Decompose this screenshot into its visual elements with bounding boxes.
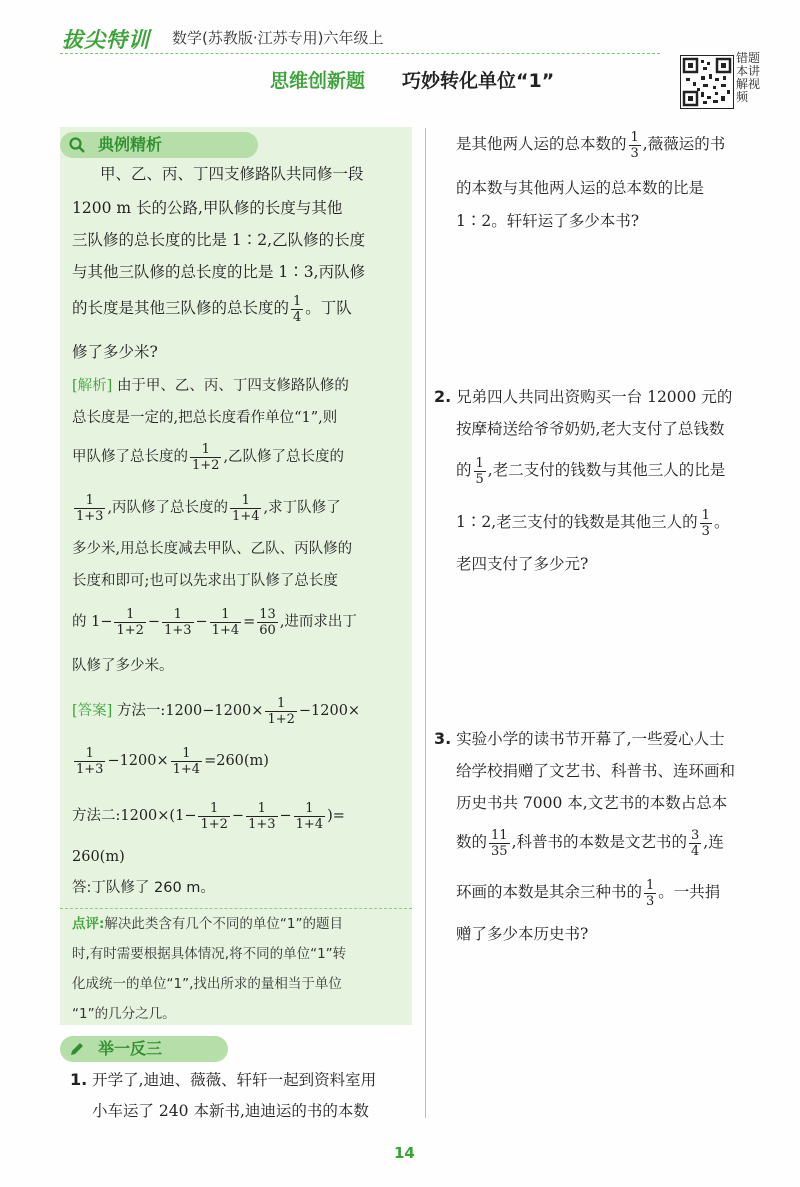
fraction <box>291 294 303 325</box>
q2-line-5: 老四支付了多少元? <box>456 555 589 573</box>
fraction-numerator: 11 <box>491 827 508 843</box>
fraction <box>162 607 193 638</box>
fraction-numerator: 1 <box>630 129 639 145</box>
fraction-numerator: 1 <box>198 801 229 817</box>
analysis-line-7: 的 1− $\frac{1}{1+2}$ − $\frac{1}{1+3}$ − $\frac{1}{1+4}$ = $\frac{13}{60}$ ,进而求出丁 <box>72 606 357 638</box>
fraction-denominator: 1+2 <box>192 457 220 473</box>
note-line-2: 时,有时需要根据具体情况,将不同的单位“1”转 <box>72 946 347 962</box>
question-number: 1. <box>70 1070 88 1089</box>
fraction-denominator: 1+4 <box>172 761 201 777</box>
note-label: 点评: <box>72 916 105 932</box>
analysis-text: ,进而求出丁 <box>279 614 357 630</box>
review-note <box>60 908 412 1029</box>
q2-line-4 <box>456 506 729 539</box>
fraction-numerator: 1 <box>293 293 302 309</box>
analysis-text: 由于甲、乙、丙、丁四支修路队修的 <box>116 378 349 394</box>
answer-line-3 <box>72 800 345 833</box>
fraction <box>644 878 656 909</box>
q1-text: 是其他两人运的总本数的 <box>456 135 627 153</box>
q2-text: 1∶2,老三支付的钱数是其他三人的 <box>456 513 698 531</box>
example-heading <box>60 132 258 158</box>
practice-heading <box>60 1036 228 1062</box>
analysis-line-3 <box>72 441 344 474</box>
answer-tag: [答案] <box>72 703 113 719</box>
fraction-denominator: 3 <box>701 523 710 539</box>
q2-text: 的 <box>456 461 472 479</box>
q2-line-1 <box>434 380 732 414</box>
fraction-numerator: 1 <box>246 801 277 817</box>
q3-line-5 <box>456 876 720 909</box>
answer-line-2 <box>72 745 269 778</box>
problem-line-6: 修了多少米? <box>72 343 158 361</box>
q3-text: 数的 <box>456 833 488 851</box>
answer-text: 方法一:1200−1200× <box>116 703 264 719</box>
question-number: 3. <box>434 729 452 748</box>
analysis-line-6: 长度和即可;也可以先求出丁队修了总长度 <box>72 573 338 589</box>
fraction <box>474 456 486 487</box>
book-subtitle: 数学(苏教版·江苏专用)六年级上 <box>172 29 384 47</box>
q2-text: 兄弟四人共同出资购买一台 12000 元的 <box>456 388 733 406</box>
fraction-denominator: 1+4 <box>211 622 240 638</box>
analysis-line-1 <box>72 370 349 403</box>
analysis-line-4 <box>72 492 341 525</box>
fraction <box>257 607 278 638</box>
fraction-numerator: 1 <box>265 696 296 712</box>
q1-text: 开学了,迪迪、薇薇、轩轩一起到资料室用 <box>92 1071 377 1089</box>
fraction <box>629 130 641 161</box>
fraction-numerator: 1 <box>646 877 655 893</box>
brand-logo: 拔尖特训 <box>62 28 150 52</box>
problem-line-5-text: 的长度是其他三队修的总长度的 <box>72 299 290 317</box>
q3-line-1 <box>434 722 725 756</box>
fraction <box>246 801 277 832</box>
fraction-denominator: 5 <box>475 471 484 487</box>
answer-text: =260(m) <box>204 753 269 769</box>
fraction-numerator: 1 <box>171 746 202 762</box>
fraction-numerator: 1 <box>74 746 105 762</box>
fraction-numerator: 1 <box>701 507 710 523</box>
problem-line-3: 三队修的总长度的比是 1∶2,乙队修的长度 <box>72 231 366 249</box>
column-divider <box>425 128 426 1118</box>
analysis-line-8: 队修了多少米。 <box>72 658 174 674</box>
fraction <box>74 493 105 524</box>
fraction-denominator: 60 <box>259 622 276 638</box>
q1-line-2: 小车运了 240 本新书,迪迪运的书的本数 <box>92 1102 369 1120</box>
fraction-denominator: 1+2 <box>116 622 144 638</box>
q3-line-3: 历史书共 7000 本,文艺书的本数占总本 <box>456 794 728 812</box>
fraction <box>265 696 296 727</box>
problem-line-5-end: 。丁队 <box>305 299 352 317</box>
fraction <box>230 493 261 524</box>
topic-title: 巧妙转化单位“1” <box>402 70 555 92</box>
q1-line-5: 1∶2。轩轩运了多少本书? <box>456 212 640 230</box>
fraction-denominator: 4 <box>293 309 302 325</box>
fraction-numerator: 1 <box>210 607 241 623</box>
problem-line-2: 1200 m 长的公路,甲队修的长度与其他 <box>72 199 343 217</box>
analysis-line-5: 多少米,用总长度减去甲队、乙队、丙队修的 <box>72 541 353 557</box>
q3-text: 实验小学的读书节开幕了,一些爱心人士 <box>456 730 725 748</box>
analysis-text: ,乙队修了总长度的 <box>223 449 345 465</box>
fraction <box>114 607 145 638</box>
q2-line-2: 按摩椅送给爷爷奶奶,老大支付了总钱数 <box>456 420 725 438</box>
q3-text: 环画的本数是其余三种书的 <box>456 883 643 901</box>
fraction-numerator: 1 <box>294 801 325 817</box>
analysis-line-2: 总长度是一定的,把总长度看作单位“1”,则 <box>72 410 338 426</box>
fraction <box>198 801 229 832</box>
minus-sign: − <box>231 808 245 824</box>
note-line-3: 化成统一的单位“1”,找出所求的量相当于单位 <box>72 976 342 992</box>
fraction-numerator: 13 <box>259 606 276 622</box>
analysis-text: ,求丁队修了 <box>263 500 341 516</box>
fraction <box>210 607 241 638</box>
q3-line-4 <box>456 826 724 859</box>
page-number: 14 <box>394 1144 415 1162</box>
header-divider <box>60 53 660 54</box>
analysis-tag: [解析] <box>72 378 113 394</box>
fraction <box>689 828 701 859</box>
answer-text: −1200× <box>298 703 361 719</box>
q2-text: ,老二支付的钱数与其他三人的比是 <box>487 461 726 479</box>
example-heading-label: 典例精析 <box>98 135 163 154</box>
fraction-denominator: 1+2 <box>267 711 295 727</box>
note-line-4: “1”的几分之几。 <box>72 1006 176 1022</box>
fraction-denominator: 1+4 <box>232 508 260 524</box>
fraction-denominator: 3 <box>630 145 639 161</box>
fraction-numerator: 1 <box>74 493 105 509</box>
fraction-numerator: 3 <box>691 827 700 843</box>
note-line-1 <box>60 909 412 939</box>
fraction <box>489 828 510 859</box>
q3-text: ,连 <box>703 833 724 851</box>
q2-text: 。 <box>713 513 730 531</box>
answer-line-1 <box>72 695 360 728</box>
fraction-denominator: 4 <box>691 843 700 859</box>
fraction-denominator: 1+3 <box>76 761 104 777</box>
fraction-denominator: 1+3 <box>164 622 192 638</box>
q3-line-2: 给学校捐赠了文艺书、科普书、连环画和 <box>456 762 736 780</box>
fraction-denominator: 35 <box>491 843 508 859</box>
problem-line-5 <box>72 292 352 325</box>
note-text: 解决此类含有几个不同的单位“1”的题目 <box>104 916 343 932</box>
problem-line-4: 与其他三队修的总长度的比是 1∶3,丙队修 <box>72 263 366 281</box>
fraction-denominator: 1+3 <box>76 508 104 524</box>
fraction-numerator: 1 <box>162 607 193 623</box>
analysis-text: ,丙队修了总长度的 <box>107 500 229 516</box>
fraction-denominator: 1+3 <box>248 816 276 832</box>
fraction <box>74 746 105 777</box>
fraction <box>171 746 202 777</box>
fraction <box>190 442 221 473</box>
practice-heading-label: 举一反三 <box>98 1039 163 1058</box>
answer-text: )= <box>327 808 345 824</box>
minus-sign: − <box>279 808 292 824</box>
analysis-text: 甲队修了总长度的 <box>72 449 188 465</box>
fraction <box>294 801 325 832</box>
minus-sign: − <box>195 614 208 630</box>
question-number: 2. <box>434 387 452 406</box>
search-icon <box>68 136 86 154</box>
section-title: 思维创新题 <box>270 70 366 92</box>
answer-text: −1200× <box>107 753 169 769</box>
q3-line-6: 赠了多少本历史书? <box>456 925 589 943</box>
q3-text: ,科普书的本数是文艺书的 <box>511 833 687 851</box>
q3-text: 。一共捐 <box>658 883 721 901</box>
qr-caption: 错题本讲解视频 <box>736 51 761 104</box>
qr-code-icon[interactable] <box>680 55 734 109</box>
q2-line-3 <box>456 454 725 487</box>
fraction-denominator: 1+2 <box>200 816 228 832</box>
q1-line-4: 的本数与其他两人运的总本数的比是 <box>456 179 705 197</box>
fraction-denominator: 3 <box>646 893 655 909</box>
q1-line-3 <box>456 128 725 161</box>
answer-line-4: 260(m) <box>72 849 125 865</box>
answer-line-5: 答:丁队修了 260 m。 <box>72 880 215 896</box>
fraction-numerator: 1 <box>114 607 145 623</box>
q1-line-1 <box>70 1063 376 1097</box>
minus-sign: − <box>147 614 161 630</box>
fraction-numerator: 1 <box>190 442 221 458</box>
fraction-numerator: 1 <box>475 455 484 471</box>
fraction <box>700 508 712 539</box>
analysis-text: 的 1− <box>72 614 113 630</box>
fraction-denominator: 1+4 <box>295 816 324 832</box>
answer-text: 方法二:1200×(1− <box>72 808 197 824</box>
q1-text: ,薇薇运的书 <box>642 135 726 153</box>
pencil-icon <box>68 1040 86 1058</box>
fraction-numerator: 1 <box>230 493 261 509</box>
problem-line-1: 甲、乙、丙、丁四支修路队共同修一段 <box>100 165 364 183</box>
